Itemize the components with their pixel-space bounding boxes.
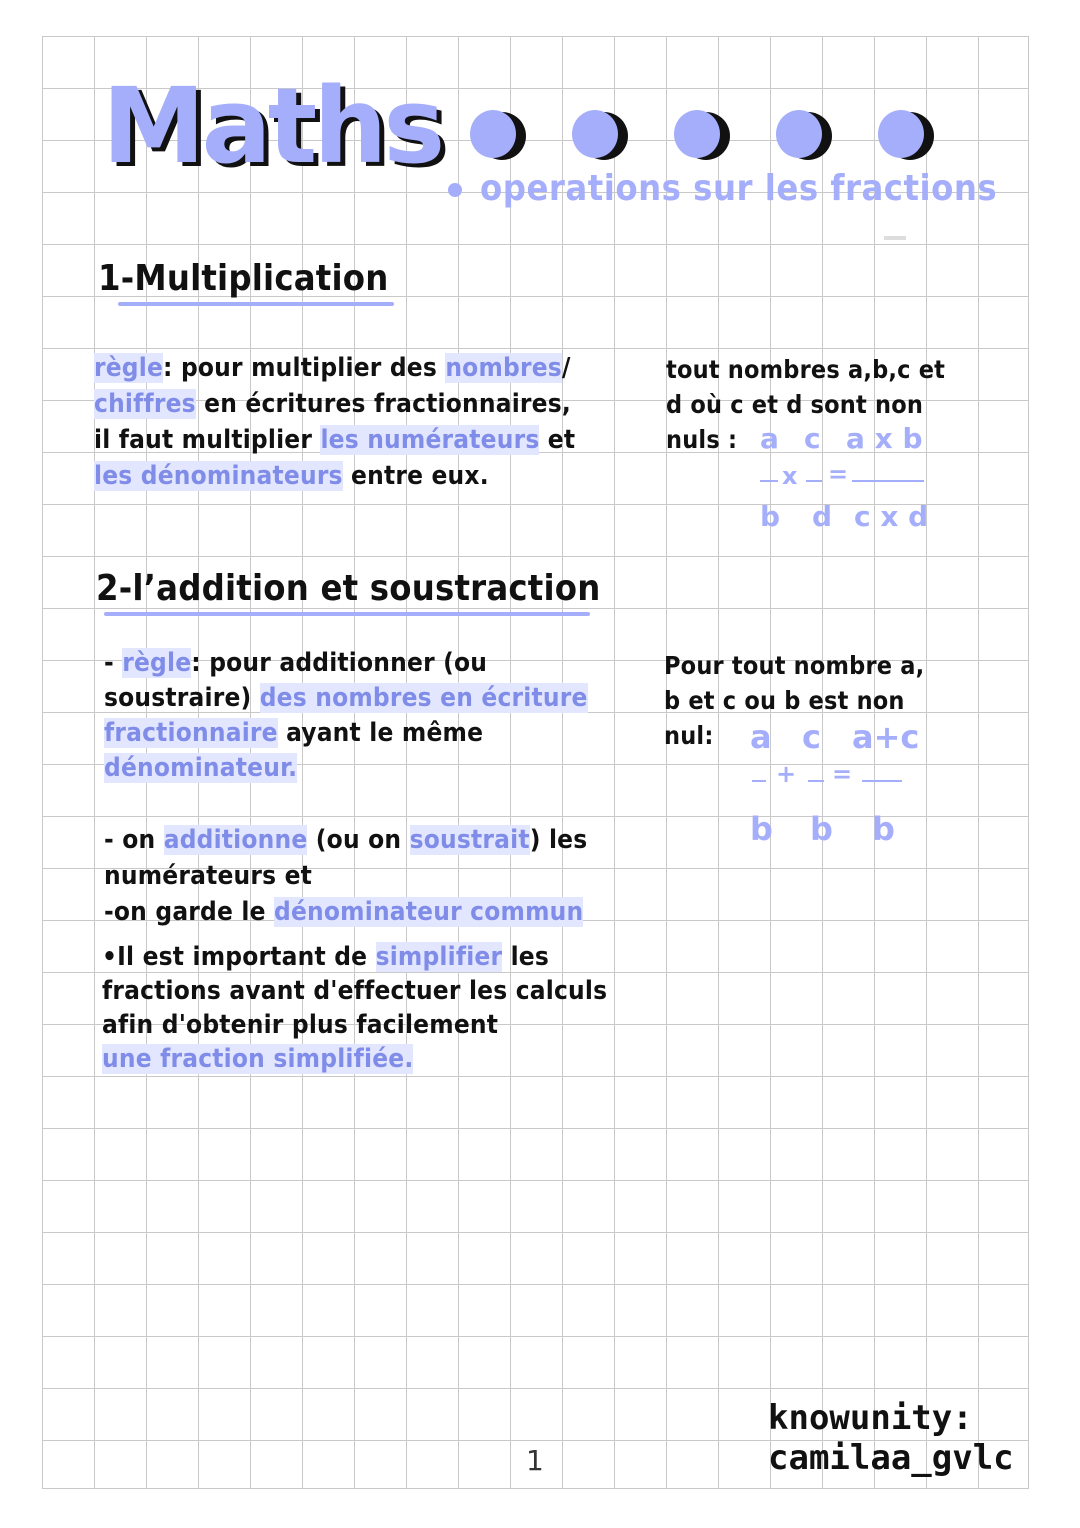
formula-numerator: a	[760, 422, 779, 455]
step-text: -on garde le	[104, 897, 275, 927]
addition-rule	[104, 646, 624, 786]
rule-text: soustraire)	[104, 683, 260, 713]
note-highlight: simplifier	[375, 942, 503, 972]
circle-icon	[470, 110, 526, 160]
formula-denominator: b	[750, 810, 773, 848]
rule-word: règle	[122, 648, 192, 678]
formula-numerator: a x b	[846, 422, 923, 455]
circle-icon	[776, 110, 832, 160]
rule-highlight: dénominateur.	[104, 753, 298, 783]
formula-operator: +	[776, 760, 797, 788]
formula-numerator: c	[804, 422, 821, 455]
rule-highlight: nombres	[445, 353, 562, 383]
fraction-bar	[862, 780, 902, 782]
author-credit	[768, 1398, 1014, 1478]
circle-icon	[674, 110, 730, 160]
rule-highlight: les numérateurs	[320, 425, 540, 455]
decorative-dots	[470, 110, 934, 160]
step-text: - on	[104, 825, 164, 855]
section-heading-multiplication: 1-Multiplication	[98, 258, 389, 299]
note-text: fractions avant d'effectuer les calculs	[102, 976, 608, 1006]
formula-denominator: d	[812, 500, 833, 533]
page-title: Maths	[102, 65, 442, 187]
step-text: ) les	[529, 825, 588, 855]
rule-word: règle	[94, 353, 164, 383]
credit-line: knowunity:	[768, 1398, 973, 1438]
rule-text: /	[561, 353, 571, 383]
condition-line: tout nombres a,b,c et	[666, 355, 946, 384]
rule-text: : pour multiplier des	[163, 353, 446, 383]
formula-operator: x	[782, 462, 798, 490]
circle-icon	[878, 110, 934, 160]
note-text: afin d'obtenir plus facilement	[102, 1010, 499, 1040]
circle-icon	[572, 110, 628, 160]
fraction-bar	[852, 480, 924, 482]
note-text: les	[502, 942, 549, 972]
formula-operator: =	[828, 460, 849, 488]
step-highlight: dénominateur commun	[274, 897, 584, 927]
rule-text: et	[539, 425, 576, 455]
rule-text: : pour additionner (ou	[191, 648, 488, 678]
rule-highlight: les dénominateurs	[94, 461, 343, 491]
simplify-note	[102, 940, 632, 1076]
step-highlight: soustrait	[409, 825, 530, 855]
page-number: 1	[526, 1444, 544, 1477]
step-text: (ou on	[307, 825, 410, 855]
rule-highlight: fractionnaire	[104, 718, 278, 748]
smudge-mark	[884, 236, 906, 240]
rule-text: en écritures fractionnaires,	[195, 389, 571, 419]
rule-text: il faut multiplier	[94, 425, 321, 455]
formula-numerator: a+c	[852, 718, 920, 756]
addition-steps	[104, 822, 624, 930]
condition-line: nuls :	[666, 425, 738, 454]
step-text: numérateurs et	[104, 861, 313, 891]
page-subtitle: operations sur les fractions	[448, 168, 997, 209]
credit-handle: camilaa_gvlc	[768, 1438, 1014, 1478]
condition-line: d où c et d sont non	[666, 390, 924, 419]
rule-highlight: des nombres en écriture	[259, 683, 588, 713]
multiplication-rule	[94, 350, 634, 494]
fraction-bar	[808, 780, 824, 782]
note-highlight: une fraction simplifiée.	[102, 1044, 414, 1074]
fraction-bar	[752, 780, 766, 782]
condition-line: Pour tout nombre a,	[664, 651, 925, 680]
formula-denominator: b	[872, 810, 895, 848]
rule-text: entre eux.	[342, 461, 489, 491]
condition-line: b et c ou b est non	[664, 686, 905, 715]
condition-line: nul:	[664, 721, 714, 750]
formula-numerator: a	[750, 718, 772, 756]
rule-text: -	[104, 648, 123, 678]
heading-underline	[104, 612, 590, 616]
fraction-bar	[760, 480, 778, 482]
rule-text: ayant le même	[277, 718, 484, 748]
formula-denominator: b	[810, 810, 833, 848]
heading-underline	[118, 302, 394, 306]
formula-denominator: c x d	[854, 500, 929, 533]
fraction-bar	[806, 480, 822, 482]
rule-highlight: chiffres	[94, 389, 196, 419]
section-heading-addition: 2-l’addition et soustraction	[96, 568, 601, 609]
step-highlight: additionne	[163, 825, 308, 855]
note-text: •Il est important de	[102, 942, 376, 972]
formula-operator: =	[832, 760, 853, 788]
bullet-icon	[448, 183, 462, 197]
formula-numerator: c	[802, 718, 821, 756]
formula-denominator: b	[760, 500, 781, 533]
